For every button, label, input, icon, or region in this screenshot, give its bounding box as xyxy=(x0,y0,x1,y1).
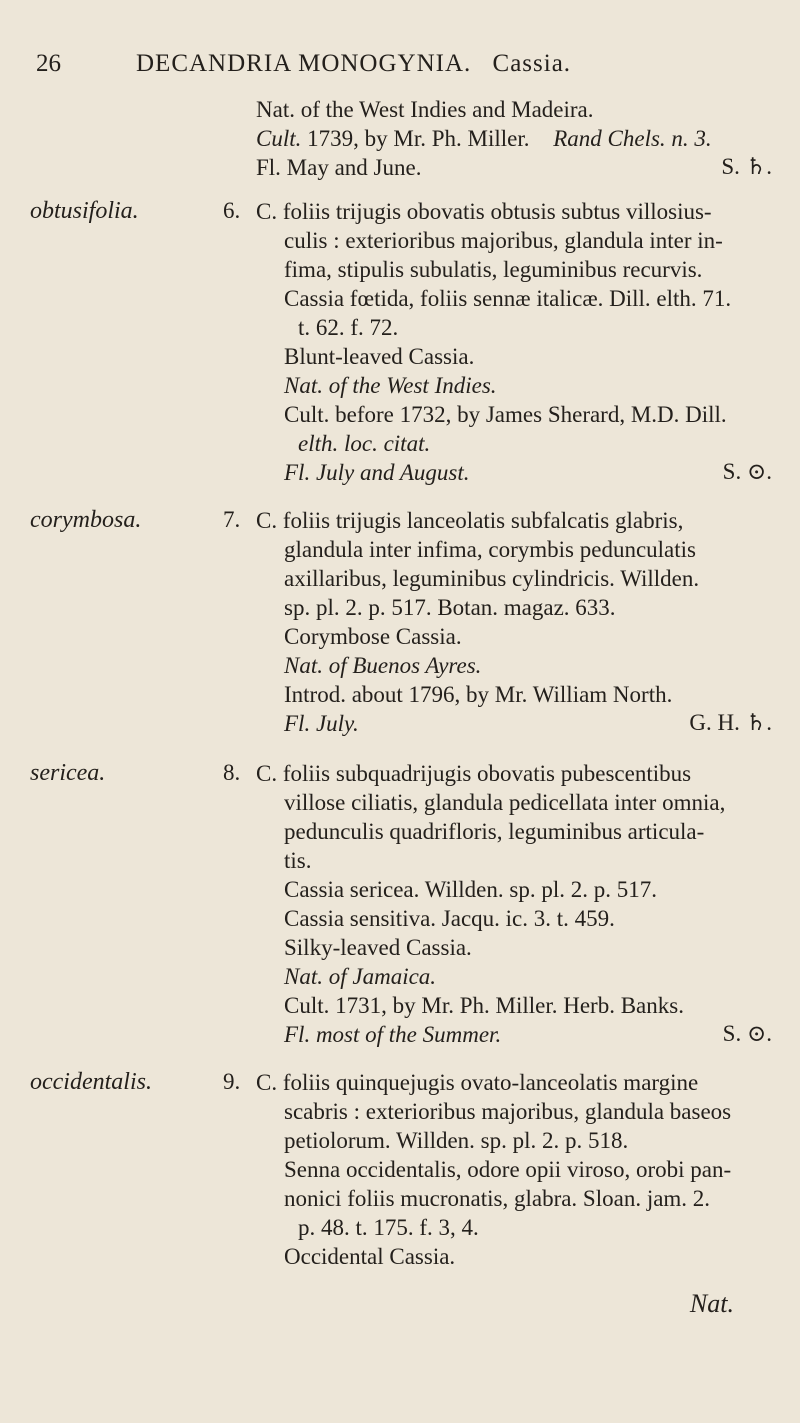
entry7-line: C. foliis trijugis lanceolatis subfalcatis glabris, xyxy=(256,508,684,533)
entry6-line: C. foliis trijugis obovatis obtusis subtus villosius- xyxy=(256,199,712,224)
entry6-line: Nat. of the West Indies. xyxy=(284,373,497,398)
margin-name-occidentalis: occidentalis. xyxy=(30,1069,152,1095)
entry8-line: tis. xyxy=(284,848,312,873)
entry-number-6: 6. xyxy=(223,198,241,223)
entry8-line: Cassia sensitiva. Jacqu. ic. 3. t. 459. xyxy=(284,906,615,931)
entry8-sign: S. ⊙. xyxy=(722,1021,772,1046)
intro-cult-ref: Rand Chels. n. 3. xyxy=(553,126,712,151)
entry8-line: C. foliis subquadrijugis obovatis pubescentibus xyxy=(256,761,692,786)
intro-cult-text: 1739, by Mr. Ph. Miller. xyxy=(301,126,530,151)
catchword: Nat. xyxy=(689,1289,734,1318)
entry7-line: Introd. about 1796, by Mr. William North. xyxy=(284,682,673,707)
entry9-line: petiolorum. Willden. sp. pl. 2. p. 518. xyxy=(284,1128,629,1153)
entry6-line: Cult. before 1732, by James Sherard, M.D. Dill. xyxy=(284,402,727,427)
margin-name-sericea: sericea. xyxy=(30,760,106,786)
entry6-sign: S. ⊙. xyxy=(722,459,772,484)
entry8-line: pedunculis quadrifloris, leguminibus articula- xyxy=(284,819,705,844)
entry9-line: nonici foliis mucronatis, glabra. Sloan. jam. 2. xyxy=(284,1186,711,1211)
entry7-line: sp. pl. 2. p. 517. Botan. magaz. 633. xyxy=(284,595,616,620)
entry8-line: Silky-leaved Cassia. xyxy=(284,935,472,960)
entry6-line: Blunt-leaved Cassia. xyxy=(284,344,475,369)
entry9-line: scabris : exterioribus majoribus, glandula baseos xyxy=(284,1099,732,1124)
entry6-line: fima, stipulis subulatis, leguminibus recurvis. xyxy=(284,257,703,282)
entry8-line: Fl. most of the Summer. xyxy=(284,1022,502,1047)
entry9-line: p. 48. t. 175. f. 3, 4. xyxy=(298,1215,479,1240)
entry-number-8: 8. xyxy=(223,760,241,785)
intro-cult-label: Cult. xyxy=(256,126,302,151)
entry7-line: Nat. of Buenos Ayres. xyxy=(284,653,482,678)
margin-name-corymbosa: corymbosa. xyxy=(30,507,142,533)
entry7-line: Corymbose Cassia. xyxy=(284,624,462,649)
class-order-title: DECANDRIA MONOGYNIA. xyxy=(136,50,472,77)
entry8-line: villose ciliatis, glandula pedicellata inter omnia, xyxy=(284,790,726,815)
running-title xyxy=(136,50,571,78)
entry6-line: t. 62. f. 72. xyxy=(298,315,399,340)
entry9-line: Occidental Cassia. xyxy=(284,1244,456,1269)
intro-cult xyxy=(256,125,712,153)
entry7-line: Fl. July. xyxy=(284,711,359,736)
entry8-line: Cult. 1731, by Mr. Ph. Miller. Herb. Banks. xyxy=(284,993,684,1018)
genus-title: Cassia. xyxy=(492,50,572,77)
intro-fl: Fl. May and June. xyxy=(256,155,422,180)
entry9-line: Senna occidentalis, odore opii viroso, orobi pan- xyxy=(284,1157,732,1182)
entry6-line: Cassia fœtida, foliis sennæ italicæ. Dill. elth. 71. xyxy=(284,286,732,311)
intro-nat: Nat. of the West Indies and Madeira. xyxy=(256,97,594,122)
entry9-line: C. foliis quinquejugis ovato-lanceolatis margine xyxy=(256,1070,699,1095)
entry-number-7: 7. xyxy=(223,507,241,532)
margin-name-obtusifolia: obtusifolia. xyxy=(30,198,139,224)
intro-sign: S. ♄. xyxy=(721,154,772,179)
entry6-line: elth. loc. citat. xyxy=(298,431,431,456)
running-header xyxy=(26,50,780,84)
page-number: 26 xyxy=(36,50,61,77)
entry6-line: culis : exterioribus majoribus, glandula inter in- xyxy=(284,228,723,253)
entry8-line: Cassia sericea. Willden. sp. pl. 2. p. 517. xyxy=(284,877,657,902)
entry7-line: glandula inter infima, corymbis pedunculatis xyxy=(284,537,696,562)
entry8-line: Nat. of Jamaica. xyxy=(284,964,437,989)
entry7-sign: G. H. ♄. xyxy=(689,710,772,735)
entry-number-9: 9. xyxy=(223,1069,241,1094)
entry7-line: axillaribus, leguminibus cylindricis. Willden. xyxy=(284,566,700,591)
entry6-line: Fl. July and August. xyxy=(284,460,470,485)
